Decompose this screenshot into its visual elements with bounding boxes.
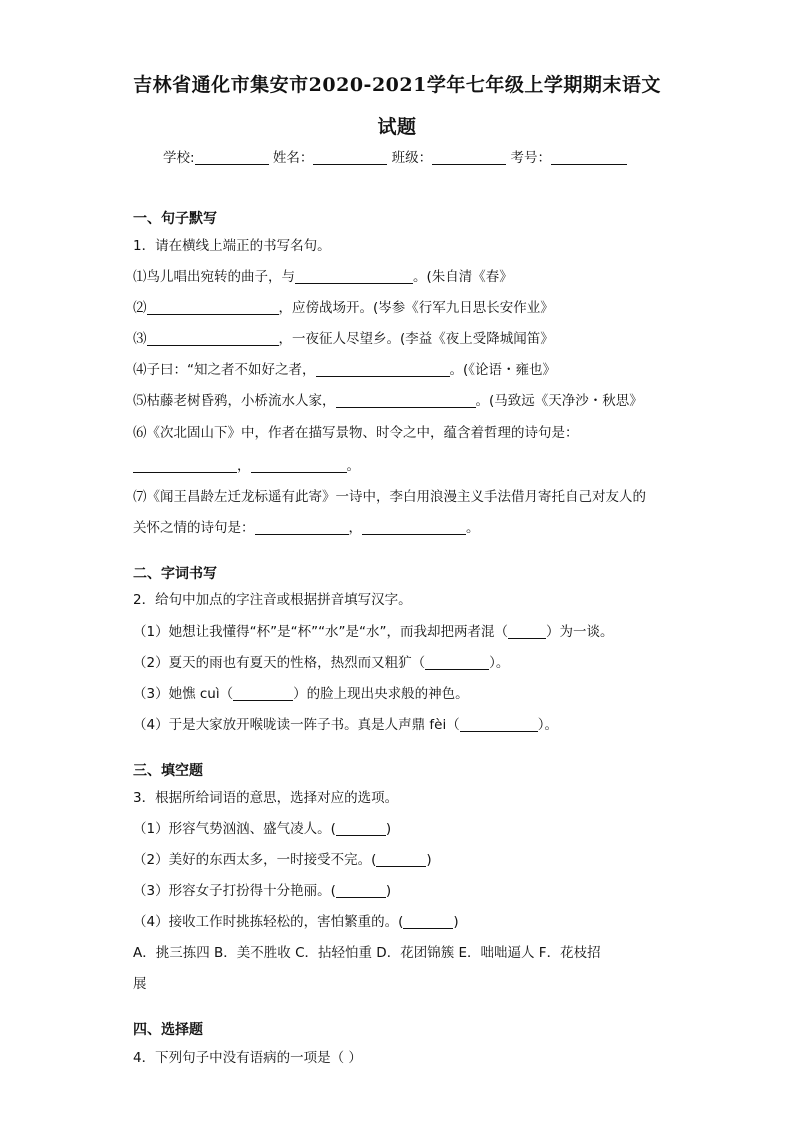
section-heading-4: 四、选择题: [133, 1022, 203, 1038]
answer-blank[interactable]: [251, 458, 347, 473]
comma: ，: [348, 520, 362, 536]
class-field[interactable]: [432, 150, 506, 165]
school-label: 学校:: [163, 150, 195, 166]
question-3-item-1: [133, 817, 391, 837]
item-text: ⑴鸟儿唱出宛转的曲子，与: [133, 269, 295, 285]
item-source: 。(《论语・雍也》: [449, 362, 557, 378]
item-text: ⑵: [133, 300, 147, 316]
question-3-item-3: [133, 879, 391, 899]
item-text: （4）于是大家放开喉咙读一阵子书。真是人声鼎 fèi（: [133, 717, 460, 733]
question-3-item-4: [133, 910, 459, 930]
answer-blank[interactable]: [147, 300, 279, 315]
item-text: ）的脸上现出央求般的神色。: [293, 686, 469, 702]
question-1-item-3: [133, 327, 554, 347]
item-text: （3）形容女子打扮得十分艳丽。(: [133, 883, 336, 899]
name-label: 姓名：: [272, 150, 314, 166]
question-1-item-7: ⑺《闻王昌龄左迁龙标遥有此寄》一诗中，李白用浪漫主义手法借月寄托自己对友人的: [133, 489, 646, 505]
item-text: （1）形容气势汹汹、盛气凌人。(: [133, 821, 336, 837]
comma: ，: [237, 458, 251, 474]
question-2-item-3: [133, 682, 469, 702]
question-2-item-1: [133, 620, 614, 640]
item-text: ）为一谈。: [546, 624, 614, 640]
item-text: ）。: [489, 655, 510, 671]
question-1-item-6-answers: [133, 454, 360, 474]
question-1-item-6: ⑹《次北固山下》中，作者在描写景物、时令之中，蕴含着哲理的诗句是：: [133, 425, 579, 441]
question-1-item-1: [133, 265, 513, 285]
close-paren: ): [453, 914, 459, 930]
item-source: ，一夜征人尽望乡。(李益《夜上受降城闻笛》: [278, 331, 554, 347]
section-heading-2: 二、字词书写: [133, 566, 217, 582]
close-paren: ): [385, 821, 392, 837]
item-text: ）。: [537, 717, 558, 733]
item-text: （3）她憔 cuì（: [133, 686, 234, 702]
question-2-item-4: [133, 713, 558, 733]
answer-blank[interactable]: [425, 655, 489, 670]
number-label: 考号：: [510, 150, 551, 166]
answer-blank[interactable]: [233, 686, 293, 701]
answer-blank[interactable]: [295, 269, 413, 284]
question-2-stem: 2．给句中加点的字注音或根据拼音填写汉字。: [133, 592, 412, 608]
item-source: 。(朱自清《春》: [413, 269, 513, 285]
item-text: （2）夏天的雨也有夏天的性格，热烈而又粗犷（: [133, 655, 426, 671]
answer-blank[interactable]: [336, 821, 386, 836]
question-1-item-4: [133, 358, 556, 378]
item-text: ⑸枯藤老树昏鸦，小桥流水人家，: [133, 393, 336, 409]
item-text: 关怀之情的诗句是：: [133, 520, 255, 536]
section-heading-3: 三、填空题: [133, 763, 203, 779]
answer-blank[interactable]: [336, 883, 386, 898]
item-text: ⑶: [133, 331, 147, 347]
period: 。: [466, 520, 480, 536]
question-3-item-2: [133, 848, 432, 868]
item-source: 。(马致远《天净沙・秋思》: [475, 393, 643, 409]
answer-blank[interactable]: [133, 458, 237, 473]
name-field[interactable]: [313, 150, 387, 165]
question-3-options-continued: 展: [133, 976, 147, 992]
question-3-options: A．挑三拣四 B．美不胜收 C．拈轻怕重 D．花团锦簇 E．咄咄逼人 F．花枝招: [133, 945, 601, 961]
answer-blank[interactable]: [460, 717, 538, 732]
class-label: 班级：: [391, 150, 433, 166]
exam-title-line-1: 吉林省通化市集安市2020-2021学年七年级上学期期末语文: [133, 74, 661, 96]
answer-blank[interactable]: [147, 331, 279, 346]
school-field[interactable]: [195, 150, 269, 165]
question-3-stem: 3．根据所给词语的意思，选择对应的选项。: [133, 790, 399, 806]
item-text: ⑷子曰：“知之者不如好之者，: [133, 362, 316, 378]
period: 。: [346, 458, 360, 474]
question-1-item-7-answers: [133, 516, 480, 536]
answer-blank[interactable]: [376, 852, 426, 867]
number-field[interactable]: [551, 150, 627, 165]
answer-blank[interactable]: [362, 520, 466, 535]
item-source: ，应傍战场开。(岑参《行军九日思长安作业》: [278, 300, 554, 316]
question-4-stem: 4．下列句子中没有语病的一项是（ ）: [133, 1050, 362, 1066]
close-paren: ): [385, 883, 392, 899]
answer-blank[interactable]: [336, 393, 476, 408]
answer-blank[interactable]: [316, 362, 450, 377]
answer-blank[interactable]: [403, 914, 453, 929]
question-2-item-2: [133, 651, 509, 671]
question-1-item-5: [133, 389, 643, 409]
section-heading-1: 一、句子默写: [133, 211, 217, 227]
student-info-row: [163, 146, 627, 166]
item-text: （1）她想让我懂得“杯”是“杯”“水”是“水”，而我却把两者混（: [133, 624, 509, 640]
answer-blank[interactable]: [255, 520, 349, 535]
question-1-stem: 1．请在横线上端正的书写名句。: [133, 238, 331, 254]
question-1-item-2: [133, 296, 554, 316]
item-text: （4）接收工作时挑拣轻松的，害怕繁重的。(: [133, 914, 404, 930]
item-text: （2）美好的东西太多，一时接受不完。(: [133, 852, 377, 868]
close-paren: ): [426, 852, 432, 868]
exam-title-line-2: 试题: [377, 116, 417, 138]
answer-blank[interactable]: [508, 624, 546, 639]
